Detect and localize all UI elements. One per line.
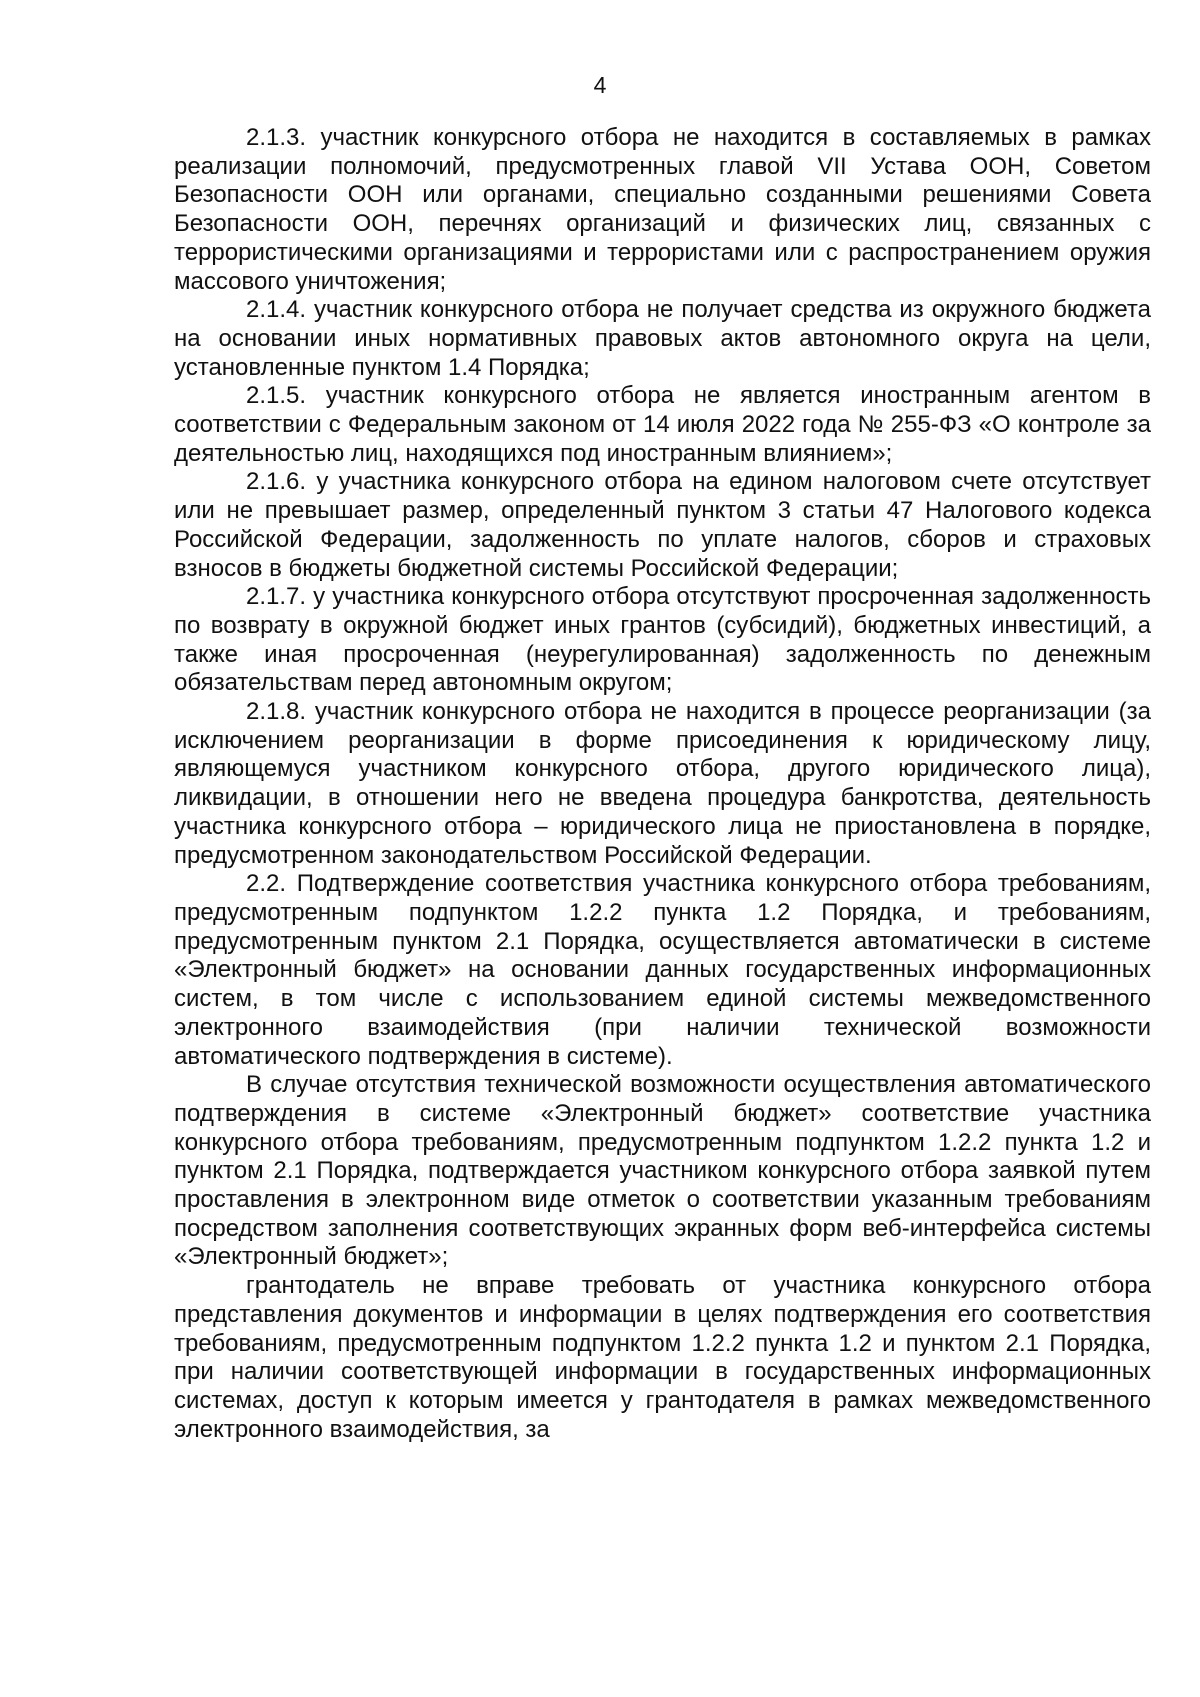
- clause-2-1-5: [174, 382, 1151, 468]
- clause-number: 2.1.8.: [246, 698, 307, 726]
- clause-2-1-7: [174, 583, 1151, 698]
- clause-text: участник конкурсного отбора не получает средства из окружного бюджета на основании иных нормативных правовых актов автономного округа на цели, установленные пунктом 1.4 Порядка;: [174, 296, 1151, 381]
- paragraph-no-technical-possibility: [174, 1071, 1151, 1272]
- clause-number: 2.1.3.: [246, 124, 307, 151]
- clause-text: участник конкурсного отбора не находится в процессе реорганизации (за исключением реорганизации в форме присоединения к юридическому лицу, являющемуся участником конкурсного отбора, другого юридического лица), ликвидации, в отношении него не введена процедура банкротства, деятельность участника конкурсного отбора – юридического лица не приостановлена в порядке, предусмотренном законодательством Российской Федерации.: [174, 698, 1151, 869]
- clause-text: участник конкурсного отбора не находится в составляемых в рамках реализации полномочий, предусмотренных главой VII Устава ООН, Советом Безопасности ООН или органами, специально созданными решениями Совета Безопасности ООН, перечнях организаций и физических лиц, связанных с террористическими организациями и террористами или с распространением оружия массового уничтожения;: [174, 124, 1152, 295]
- clause-2-2: [174, 870, 1151, 1071]
- paragraph-text: грантодатель не вправе требовать от участника конкурсного отбора представления документов и информации в целях подтверждения его соответствия требованиям, предусмотренным подпунктом 1.2.2 пункта 1.2 и пунктом 2.1 Порядка, при наличии соответствующей информации в государственных информационных системах, доступ к которым имеется у грантодателя в рамках межведомственного электронного взаимодействия, за: [174, 1272, 1151, 1443]
- clause-number: 2.1.4.: [246, 296, 307, 324]
- clause-text: у участника конкурсного отбора на едином налоговом счете отсутствует или не превышает размер, определенный пунктом 3 статьи 47 Налогового кодекса Российской Федерации, задолженность по уплате налогов, сборов и страховых взносов в бюджеты бюджетной системы Российской Федерации;: [174, 468, 1152, 582]
- paragraph-text: В случае отсутствия технической возможности осуществления автоматического подтверждения в системе «Электронный бюджет» соответствие участника конкурсного отбора требованиям, предусмотренным подпунктом 1.2.2 пункта 1.2 и пунктом 2.1 Порядка, подтверждается участником конкурсного отбора заявкой путем проставления в электронном виде отметок о соответствии указанным требованиям посредством заполнения соответствующих экранных форм веб-интерфейса системы «Электронный бюджет»;: [174, 1071, 1151, 1271]
- clause-2-1-3: [174, 124, 1151, 296]
- clause-2-1-4: [174, 296, 1151, 382]
- clause-text: Подтверждение соответствия участника конкурсного отбора требованиям, предусмотренным подпунктом 1.2.2 пункта 1.2 Порядка, и требованиям, предусмотренным пунктом 2.1 Порядка, осуществляется автоматически в системе «Электронный бюджет» на основании данных государственных информационных систем, в том числе с использованием единой системы межведомственного электронного взаимодействия (при наличии технической возможности автоматического подтверждения в системе).: [174, 870, 1151, 1070]
- document-body: [174, 124, 1151, 1444]
- page-number: 4: [593, 72, 607, 98]
- clause-number: 2.1.6.: [246, 468, 307, 496]
- paragraph-grantor-restriction: [174, 1272, 1151, 1444]
- clause-number: 2.1.5.: [246, 382, 307, 410]
- clause-number: 2.1.7.: [246, 583, 307, 611]
- clause-2-1-6: [174, 468, 1151, 583]
- clause-number: 2.2.: [246, 870, 287, 898]
- clause-2-1-8: [174, 698, 1151, 870]
- clause-text: у участника конкурсного отбора отсутствуют просроченная задолженность по возврату в окружной бюджет иных грантов (субсидий), бюджетных инвестиций, а также иная просроченная (неурегулированная) задолженность по денежным обязательствам перед автономным округом;: [174, 583, 1151, 697]
- clause-text: участник конкурсного отбора не является иностранным агентом в соответствии с Федеральным законом от 14 июля 2022 года № 255-ФЗ «О контроле за деятельностью лиц, находящихся под иностранным влиянием»;: [174, 382, 1151, 467]
